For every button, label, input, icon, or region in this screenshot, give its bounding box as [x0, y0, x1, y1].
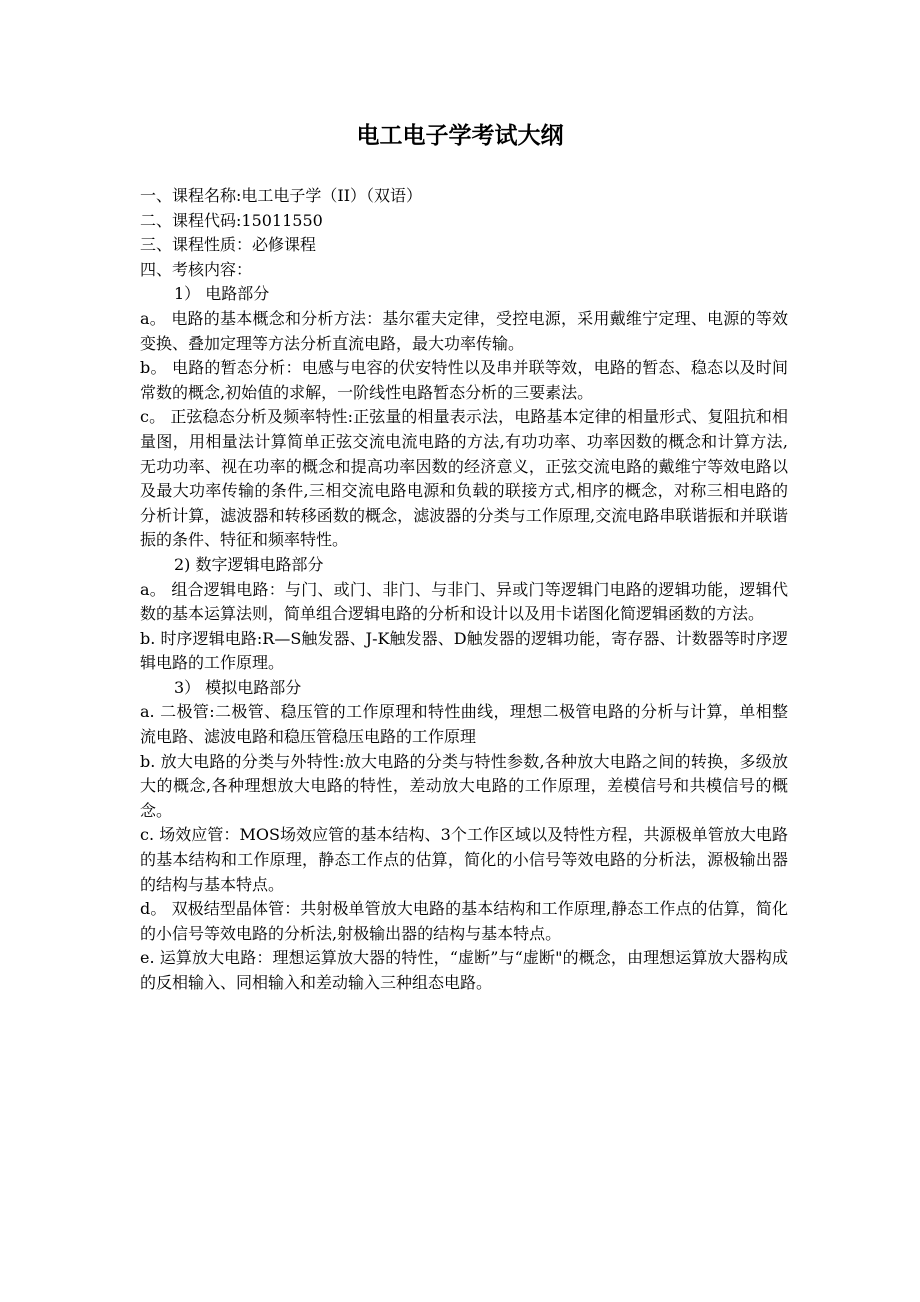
- section-analog-heading: 3） 模拟电路部分: [174, 677, 302, 697]
- section-circuits-item-c: c。 正弦稳态分析及频率特性:正弦量的相量表示法，电路基本定律的相量形式、复阻抗和相量图，用相量法计算简单正弦交流电流电路的方法,有功功率、功率因数的概念和计算方法,无功功率、视在功率的概念和提高功率因数的经济意义，正弦交流电路的戴维宁等效电路以及最大功率传输的条件,三相交流电路电源和负载的联接方式,相序的概念，对称三相电路的分析计算，滤波器和转移函数的概念，滤波器的分类与工作原理,交流电路串联谐振和并联谐振的条件、特征和频率特性。: [140, 407, 788, 550]
- section-circuits-item-a: a。 电路的基本概念和分析方法：基尔霍夫定律，受控电源，采用戴维宁定理、电源的等效变换、叠加定理等方法分析直流电路，最大功率传输。: [140, 308, 788, 353]
- section-analog-item-c: c. 场效应管：MOS场效应管的基本结构、3个工作区域以及特性方程，共源极单管放大电路的基本结构和工作原理，静态工作点的估算，简化的小信号等效电路的分析法，源极输出器的结构与基本特点。: [140, 825, 788, 894]
- document-title: 电工电子学考试大纲: [356, 123, 564, 149]
- assessment-heading: 四、考核内容：: [140, 259, 253, 279]
- section-circuits-item-b: b。 电路的暂态分析：电感与电容的伏安特性以及串并联等效，电路的暂态、稳态以及时间常数的概念,初始值的求解，一阶线性电路暂态分析的三要素法。: [140, 358, 788, 402]
- course-code: 二、课程代码:15011550: [140, 210, 323, 230]
- section-digital-item-b: b. 时序逻辑电路:R—S触发器、J-K触发器、D触发器的逻辑功能，寄存器、计数器等时序逻辑电路的工作原理。: [140, 628, 788, 673]
- section-analog-item-d: d。 双极结型晶体管：共射极单管放大电路的基本结构和工作原理,静态工作点的估算，简化的小信号等效电路的分析法,射极输出器的结构与基本特点。: [140, 899, 788, 943]
- course-nature: 三、课程性质：必修课程: [140, 235, 317, 255]
- section-circuits-heading: 1） 电路部分: [174, 284, 270, 304]
- section-analog-item-a: a. 二极管:二极管、稳压管的工作原理和特性曲线，理想二极管电路的分析与计算，单相整流电路、滤波电路和稳压管稳压电路的工作原理: [140, 702, 788, 747]
- section-digital-item-a: a。 组合逻辑电路：与门、或门、非门、与非门、异或门等逻辑门电路的逻辑功能，逻辑代数的基本运算法则，简单组合逻辑电路的分析和设计以及用卡诺图化简逻辑函数的方法。: [140, 579, 788, 624]
- course-name: 一、课程名称:电工电子学（II）（双语）: [140, 186, 423, 205]
- section-digital-heading: 2) 数字逻辑电路部分: [174, 554, 324, 574]
- document-body: [140, 184, 788, 996]
- section-analog-item-b: b. 放大电路的分类与外特性:放大电路的分类与特性参数,各种放大电路之间的转换，多级放大的概念,各种理想放大电路的特性，差动放大电路的工作原理，差模信号和共模信号的概念。: [140, 751, 788, 820]
- section-analog-item-e: e. 运算放大电路：理想运算放大器的特性，“虚断”与“虚断"的概念，由理想运算放大器构成的反相输入、同相输入和差动输入三种组态电路。: [140, 948, 788, 992]
